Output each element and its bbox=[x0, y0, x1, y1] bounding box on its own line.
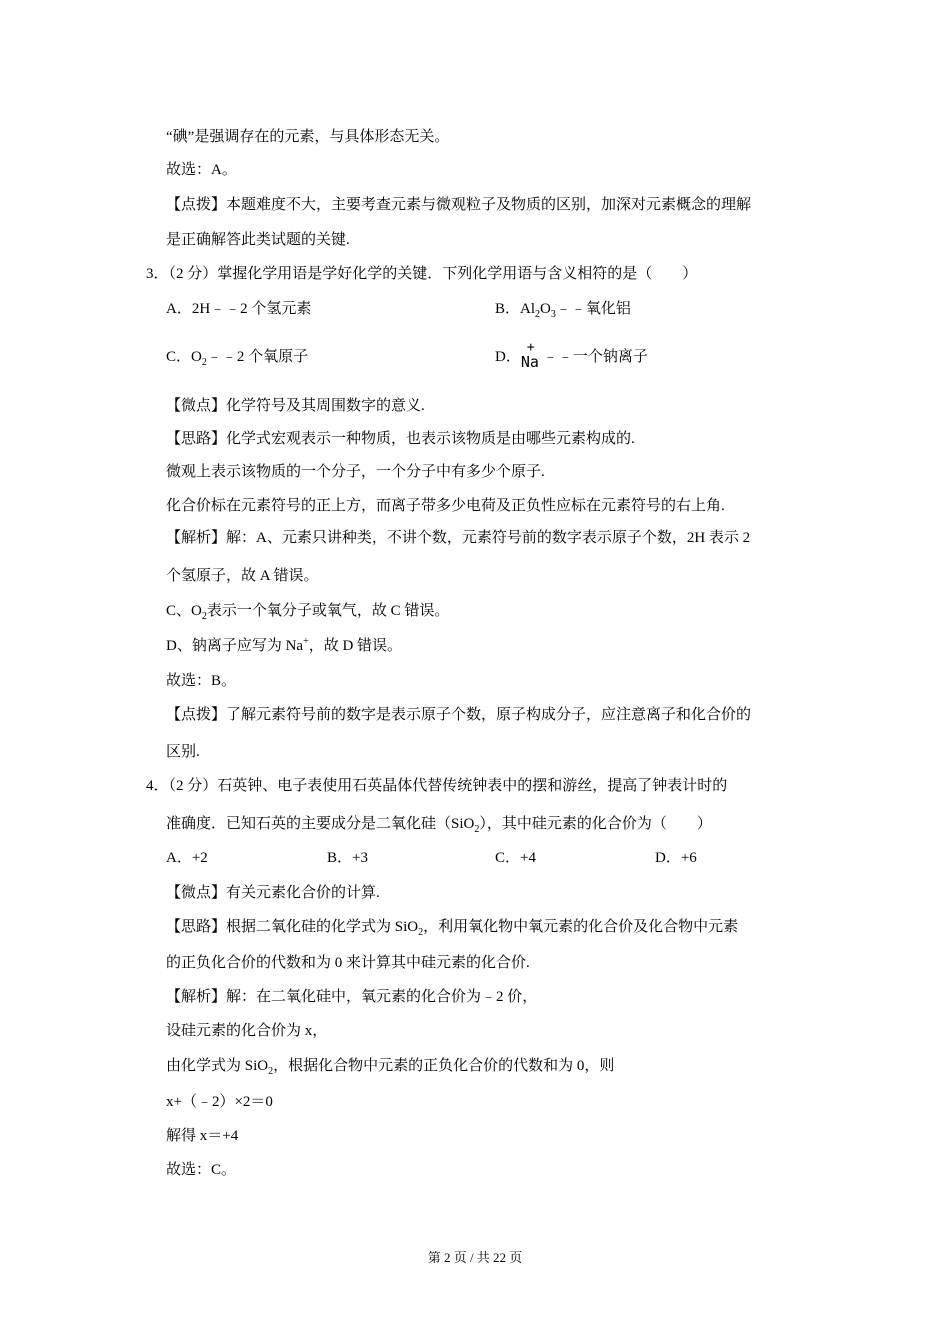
q3-analysis-4-suffix: ，故 D 错误。 bbox=[308, 638, 403, 654]
q3-idea-3: 化合价标在元素符号的正上方，而离子带多少电荷及正负性应标在元素符号的右上角. bbox=[166, 498, 725, 514]
q4-analysis-3 bbox=[166, 1056, 614, 1076]
q3-analysis-1: 【解析】解：A、元素只讲种类，不讲个数，元素符号前的数字表示原子个数，2H 表示 2 bbox=[166, 530, 751, 546]
q4-idea-1-prefix: 【思路】根据二氧化硅的化学式为 SiO bbox=[166, 919, 419, 935]
q4-stem-2-prefix: 准确度．已知石英的主要成分是二氧化硅（SiO bbox=[166, 816, 475, 832]
q4-point: 【微点】有关元素化合价的计算. bbox=[166, 885, 380, 901]
q2-answer: 故选：A。 bbox=[166, 162, 237, 178]
q3-analysis-4-prefix: D、钠离子应写为 Na bbox=[166, 638, 304, 654]
q3-tip-2: 区别. bbox=[166, 744, 200, 760]
q4-analysis-3-suffix: ，根据化合物中元素的正负化合价的代数和为 0，则 bbox=[273, 1058, 615, 1074]
q3-stem-line bbox=[146, 264, 697, 284]
valence-plus-sign: + bbox=[526, 339, 535, 355]
q3-answer: 故选：B。 bbox=[166, 673, 237, 689]
q3-option-c-sub: 2 bbox=[201, 357, 207, 368]
page-footer: 第 2 页 / 共 22 页 bbox=[427, 1250, 523, 1265]
q4-option-b: B．+3 bbox=[327, 850, 368, 866]
q4-option-c: C．+4 bbox=[495, 850, 536, 866]
q4-stem-line-2 bbox=[166, 814, 712, 834]
q4-idea-1 bbox=[166, 917, 738, 937]
q4-option-a: A．+2 bbox=[166, 850, 208, 866]
q3-option-b-sub1: 2 bbox=[535, 309, 541, 320]
q4-analysis-1: 【解析】解：在二氧化硅中，氧元素的化合价为﹣2 价， bbox=[166, 989, 538, 1005]
q3-option-c bbox=[166, 347, 308, 367]
q3-number: 3． bbox=[146, 266, 169, 282]
q2-tip-label: 【点拨】 bbox=[166, 197, 227, 213]
q3-stem: （2 分）掌握化学用语是学好化学的关键．下列化学用语与含义相符的是（ ） bbox=[168, 266, 698, 282]
q4-number: 4． bbox=[146, 778, 169, 794]
sodium-symbol: Na bbox=[520, 352, 539, 371]
q3-option-b-sub2: 3 bbox=[550, 309, 556, 320]
q3-option-b bbox=[495, 299, 631, 319]
q3-analysis-3 bbox=[166, 601, 449, 621]
q4-analysis-5: 解得 x＝+4 bbox=[166, 1128, 239, 1144]
q4-answer: 故选：C。 bbox=[166, 1162, 237, 1178]
q3-option-d-suffix: ﹣﹣一个钠离子 bbox=[542, 349, 648, 365]
q3-analysis-4-sup: + bbox=[303, 636, 309, 647]
sodium-valence-symbol bbox=[520, 339, 543, 371]
q4-option-d: D．+6 bbox=[655, 850, 697, 866]
q4-analysis-3-sub: 2 bbox=[268, 1066, 274, 1077]
q3-option-c-suffix: ﹣﹣2 个氧原子 bbox=[206, 349, 309, 365]
q2-tip-line2: 是正确解答此类试题的关键. bbox=[166, 232, 350, 248]
q3-option-d bbox=[495, 339, 648, 371]
q3-analysis-4 bbox=[166, 636, 402, 656]
q3-tip-1: 【点拨】了解元素符号前的数字是表示原子个数，原子构成分子，应注意离子和化合价的 bbox=[166, 707, 752, 723]
q3-analysis-3-sub: 2 bbox=[201, 611, 207, 622]
q4-stem-line-1 bbox=[146, 776, 727, 796]
q3-option-c-prefix: C．O bbox=[166, 349, 202, 365]
q4-stem-1: （2 分）石英钟、电子表使用石英晶体代替传统钟表中的摆和游丝，提高了钟表计时的 bbox=[168, 778, 728, 794]
q3-idea-1: 【思路】化学式宏观表示一种物质，也表示该物质是由哪些元素构成的. bbox=[166, 431, 635, 447]
q4-idea-2: 的正负化合价的代数和为 0 来计算其中硅元素的化合价. bbox=[166, 955, 530, 971]
q4-idea-1-sub: 2 bbox=[418, 927, 424, 938]
q4-stem-2-suffix: ），其中硅元素的化合价为（ ） bbox=[479, 816, 712, 832]
q3-analysis-2: 个氢原子，故 A 错误。 bbox=[166, 568, 319, 584]
q4-analysis-3-prefix: 由化学式为 SiO bbox=[166, 1058, 269, 1074]
q4-analysis-2: 设硅元素的化合价为 x， bbox=[166, 1023, 328, 1039]
q3-idea-2: 微观上表示该物质的一个分子，一个分子中有多少个原子. bbox=[166, 464, 545, 480]
q3-option-a: A．2H﹣﹣2 个氢元素 bbox=[166, 301, 312, 317]
q4-stem-2-sub: 2 bbox=[474, 824, 480, 835]
q3-analysis-3-suffix: 表示一个氧分子或氧气，故 C 错误。 bbox=[206, 603, 450, 619]
q4-analysis-4: x+（﹣2）×2＝0 bbox=[166, 1094, 273, 1110]
q4-idea-1-suffix: ，利用氧化物中氧元素的化合价及化合物中元素 bbox=[423, 919, 739, 935]
q2-conclusion: “碘”是强调存在的元素，与具体形态无关。 bbox=[166, 129, 450, 145]
q2-tip-line1 bbox=[166, 195, 751, 215]
q3-analysis-3-prefix: C、O bbox=[166, 603, 202, 619]
q3-option-b-prefix: B．Al bbox=[495, 301, 536, 317]
q3-option-d-prefix: D． bbox=[495, 349, 521, 365]
q3-option-b-mid: O bbox=[540, 301, 551, 317]
q3-option-b-suffix: ﹣﹣氧化铝 bbox=[555, 301, 631, 317]
q2-tip-text: 本题难度不大，主要考查元素与微观粒子及物质的区别，加深对元素概念的理解 bbox=[226, 197, 752, 213]
q3-point: 【微点】化学符号及其周围数字的意义. bbox=[166, 398, 425, 414]
